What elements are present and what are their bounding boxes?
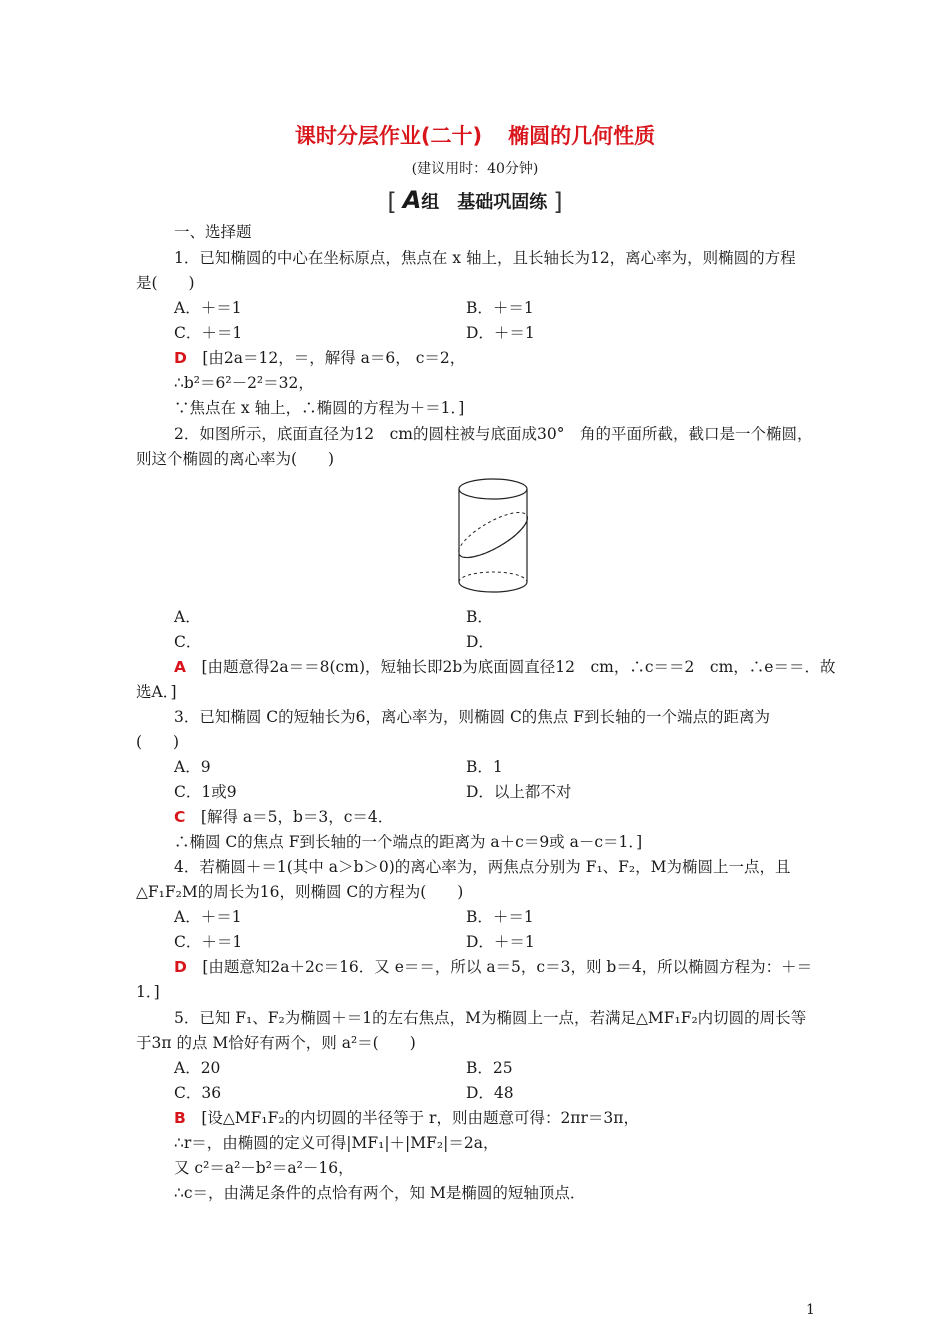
q4-option-d: D．＋＝1 [466,933,535,951]
q5-option-b: B．25 [466,1059,513,1077]
q2-stem: 2．如图所示，底面直径为12 cm的圆柱被与底面成30° 角的平面所截，截口是一个椭圆， [174,425,813,443]
section-heading: 一、选择题 [174,223,252,241]
q5-solution: B [设△MF₁F₂的内切圆的半径等于 r，则由题意可得：2πr＝3π， [174,1109,639,1127]
q3-option-c: C．1或9 [174,783,237,801]
recommended-time: (建议用时：40分钟) [411,161,539,177]
q4-stem: 4．若椭圆＋＝1(其中 a＞b＞0)的离心率为，两焦点分别为 F₁、F₂，M为椭圆上一点，且 [174,858,791,876]
q1-option-c: C．＋＝1 [174,324,243,342]
q1-option-b: B．＋＝1 [466,299,534,317]
cylinder-figure [454,476,534,596]
q5-solution-line4: ∴c＝，由满足条件的点恰有两个，知 M是椭圆的短轴顶点． [174,1184,586,1202]
q5-solution-line3: 又 c²＝a²－b²＝a²－16， [174,1159,354,1177]
q2-option-b: B． [466,608,493,626]
q5-option-a: A．20 [174,1059,221,1077]
q4-answer: D [174,958,187,976]
q1-solution: D [由2a＝12，＝，解得 a＝6， c＝2， [174,349,466,367]
q2-stem-cont: 则这个椭圆的离心率为( ) [136,450,335,468]
q2-option-d: D． [466,633,494,651]
q4-option-c: C．＋＝1 [174,933,243,951]
q2-solution-line2: 选A．] [136,683,177,701]
q5-stem: 5．已知 F₁、F₂为椭圆＋＝1的左右焦点，M为椭圆上一点，若满足△MF₁F₂内切圆的周长等 [174,1009,807,1027]
q3-option-a: A．9 [174,758,211,776]
q1-stem: 1．已知椭圆的中心在坐标原点，焦点在 x 轴上，且长轴长为12，离心率为，则椭圆的方程 [174,249,796,267]
page-title: 课时分层作业(二十) 椭圆的几何性质 [294,124,656,148]
q5-option-c: C．36 [174,1084,222,1102]
q3-option-b: B．1 [466,758,503,776]
q3-option-d: D．以上都不对 [466,783,572,801]
q4-solution-line2: 1．] [136,983,160,1001]
q4-option-b: B．＋＝1 [466,908,534,926]
q5-solution-line2: ∴r＝，由椭圆的定义可得|MF₁|＋|MF₂|＝2a， [174,1134,499,1152]
q1-stem-cont: 是( ) [136,274,195,292]
q2-solution: A [由题意得2a＝＝8(cm)，短轴长即2b为底面圆直径12 cm，∴c＝＝2 cm，∴e＝＝．故 [174,658,836,676]
q5-answer: B [174,1109,186,1127]
q3-solution: C [解得 a＝5，b＝3，c＝4． [174,808,394,826]
q1-answer: D [174,349,187,367]
q2-answer: A [174,658,186,676]
group-heading: [ A组 基础巩固练 ] [387,186,563,216]
q2-option-c: C． [174,633,202,651]
q1-solution-line2: ∴b²＝6²－2²＝32， [174,374,314,392]
q4-stem-cont: △F₁F₂M的周长为16，则椭圆 C的方程为( ) [136,883,464,901]
q1-option-a: A．＋＝1 [174,299,242,317]
q5-stem-cont: 于3π 的点 M恰好有两个，则 a²＝( ) [136,1034,416,1052]
q3-answer: C [174,808,186,826]
q3-stem-cont: ( ) [136,733,180,751]
q3-stem: 3．已知椭圆 C的短轴长为6，离心率为，则椭圆 C的焦点 F到长轴的一个端点的距离为 [174,708,770,726]
q4-solution: D [由题意知2a＋2c＝16．又 e＝＝，所以 a＝5，c＝3，则 b＝4，所以椭圆方程为：＋＝ [174,958,813,976]
page-number: 1 [806,1302,815,1318]
q3-solution-line2: ∴椭圆 C的焦点 F到长轴的一个端点的距离为 a＋c＝9或 a－c＝1．] [174,833,643,851]
q4-option-a: A．＋＝1 [174,908,242,926]
q5-option-d: D．48 [466,1084,514,1102]
q1-solution-line3: ∵焦点在 x 轴上，∴椭圆的方程为＋＝1．] [174,399,465,417]
q1-option-d: D．＋＝1 [466,324,535,342]
q2-option-a: A． [174,608,201,626]
